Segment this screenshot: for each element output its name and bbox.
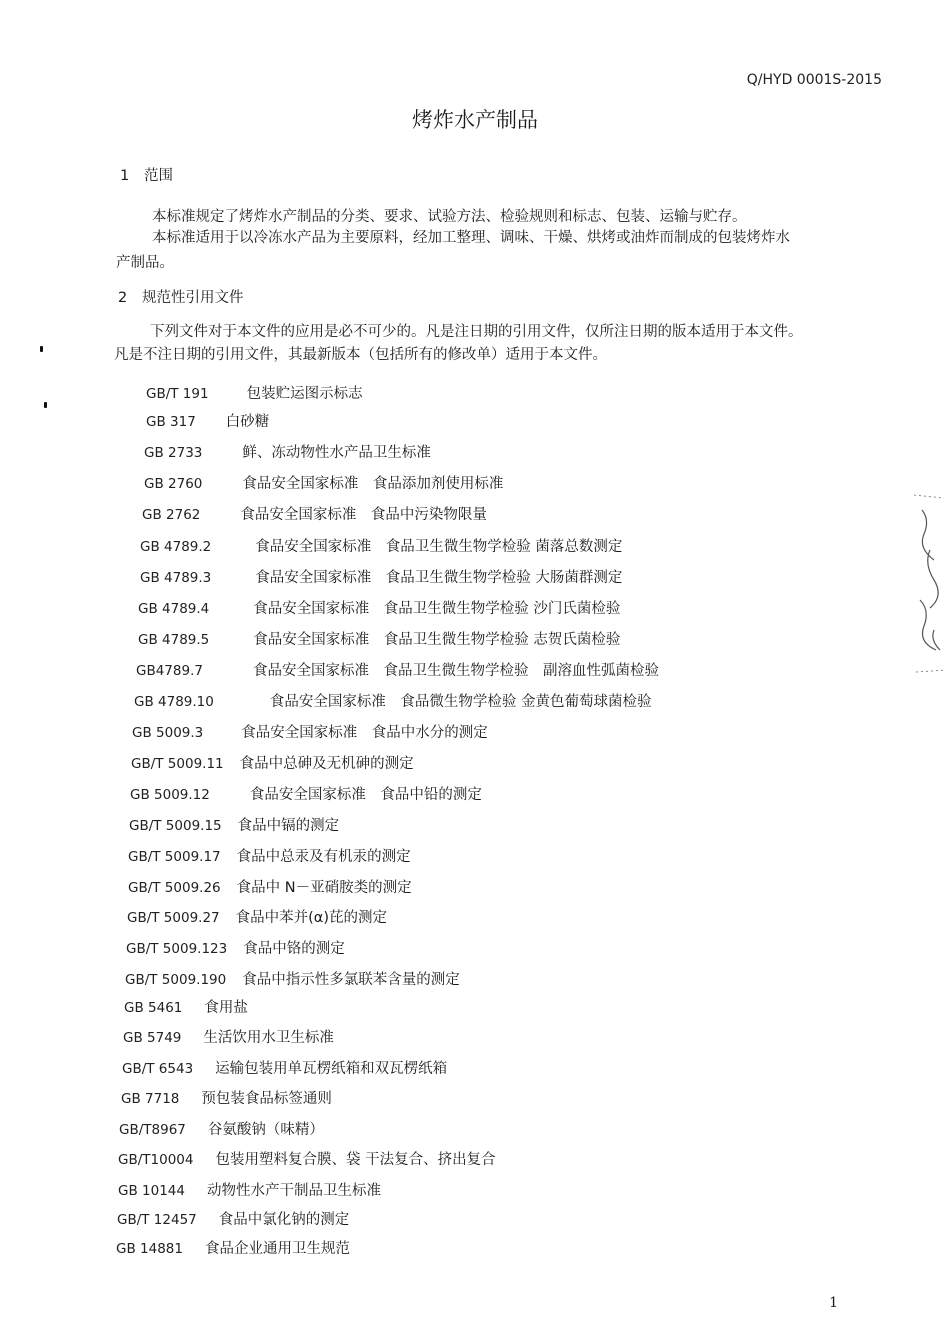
reference-item xyxy=(127,906,387,927)
references-intro-cont: 凡是不注日期的引用文件，其最新版本（包括所有的修改单）适用于本文件。 xyxy=(114,347,607,363)
reference-title: 食品企业通用卫生规范 xyxy=(204,1241,350,1257)
reference-code: GB 5749 xyxy=(123,1030,182,1046)
reference-item xyxy=(124,996,248,1017)
reference-item xyxy=(122,1057,447,1078)
reference-code: GB/T 5009.27 xyxy=(127,910,220,926)
reference-item xyxy=(130,783,482,804)
reference-code: GB/T 6543 xyxy=(122,1061,194,1077)
reference-code: GB/T 191 xyxy=(146,386,209,402)
reference-title: 食品中氯化钠的测定 xyxy=(218,1212,350,1228)
reference-item xyxy=(126,937,345,958)
scope-paragraph-2-cont: 产制品。 xyxy=(116,255,174,271)
reference-title: 食品安全国家标准 食品微生物学检验 金黄色葡萄球菌检验 xyxy=(269,694,652,710)
reference-code: GB 2733 xyxy=(144,445,203,461)
reference-title: 食品中 N－亚硝胺类的测定 xyxy=(236,880,412,896)
reference-item xyxy=(128,876,412,897)
reference-code: GB 4789.5 xyxy=(138,632,210,648)
reference-title: 食用盐 xyxy=(204,1000,248,1016)
scope-paragraph-2: 本标准适用于以冷冻水产品为主要原料，经加工整理、调味、干燥、烘烤或油炸而制成的包装烤炸水 xyxy=(152,230,790,246)
reference-title: 运输包装用单瓦楞纸箱和双瓦楞纸箱 xyxy=(215,1061,448,1077)
reference-code: GB 4789.3 xyxy=(140,570,212,586)
reference-item xyxy=(129,814,339,835)
reference-title: 包装贮运图示标志 xyxy=(246,386,363,402)
section-title: 范围 xyxy=(144,168,173,184)
reference-title: 食品安全国家标准 食品卫生微生物学检验 志贺氏菌检验 xyxy=(253,632,621,648)
reference-code: GB/T8967 xyxy=(119,1122,186,1138)
reference-title: 白砂糖 xyxy=(225,414,270,430)
scan-mark xyxy=(44,402,47,408)
reference-code: GB 4789.4 xyxy=(138,601,210,617)
reference-code: GB/T 5009.17 xyxy=(128,849,221,865)
page-number: 1 xyxy=(829,1295,838,1311)
reference-title: 食品安全国家标准 食品卫生微生物学检验 大肠菌群测定 xyxy=(255,570,623,586)
reference-item xyxy=(119,1118,324,1139)
reference-code: GB/T 12457 xyxy=(117,1212,197,1228)
reference-title: 食品安全国家标准 食品卫生微生物学检验 副溶血性弧菌检验 xyxy=(252,663,659,679)
section-number: 2 xyxy=(118,290,128,306)
reference-title: 食品安全国家标准 食品中水分的测定 xyxy=(241,725,488,741)
reference-code: GB 2760 xyxy=(144,476,203,492)
reference-item xyxy=(118,1179,381,1200)
reference-item xyxy=(132,721,488,742)
reference-item xyxy=(138,597,620,618)
scan-edge-artifact xyxy=(912,490,950,680)
reference-code: GB/T 5009.190 xyxy=(125,972,227,988)
reference-title: 食品中镉的测定 xyxy=(237,818,340,834)
reference-item xyxy=(117,1208,349,1229)
reference-title: 食品安全国家标准 食品卫生微生物学检验 沙门氏菌检验 xyxy=(253,601,621,617)
reference-item xyxy=(146,382,363,403)
section-title: 规范性引用文件 xyxy=(142,290,244,306)
reference-code: GB 317 xyxy=(146,414,196,430)
reference-item xyxy=(146,410,269,431)
references-intro: 下列文件对于本文件的应用是必不可少的。凡是注日期的引用文件，仅所注日期的版本适用于本文件。 xyxy=(150,324,803,340)
reference-item xyxy=(123,1026,334,1047)
reference-title: 谷氨酸钠（味精） xyxy=(207,1122,324,1138)
reference-title: 包装用塑料复合膜、袋 干法复合、挤出复合 xyxy=(215,1152,496,1168)
reference-item xyxy=(140,566,622,587)
reference-title: 食品中总汞及有机汞的测定 xyxy=(236,849,411,865)
reference-code: GB 5009.3 xyxy=(132,725,204,741)
reference-item xyxy=(125,968,460,989)
reference-item xyxy=(138,628,620,649)
reference-title: 动物性水产干制品卫生标准 xyxy=(206,1183,381,1199)
reference-code: GB/T 5009.26 xyxy=(128,880,221,896)
reference-item xyxy=(118,1148,496,1169)
section-number: 1 xyxy=(120,168,130,184)
reference-code: GB 14881 xyxy=(116,1241,183,1257)
reference-title: 食品中苯并(α)芘的测定 xyxy=(235,910,388,926)
standard-code: Q/HYD 0001S-2015 xyxy=(746,72,882,88)
reference-code: GB 4789.10 xyxy=(134,694,214,710)
reference-title: 食品中铬的测定 xyxy=(243,941,345,957)
scope-paragraph-1: 本标准规定了烤炸水产制品的分类、要求、试验方法、检验规则和标志、包装、运输与贮存。 xyxy=(152,209,747,225)
reference-item xyxy=(144,441,431,462)
document-title: 烤炸水产制品 xyxy=(412,108,538,132)
reference-code: GB 2762 xyxy=(142,507,201,523)
reference-code: GB 5009.12 xyxy=(130,787,210,803)
reference-title: 食品中总砷及无机砷的测定 xyxy=(239,756,414,772)
reference-code: GB 4789.2 xyxy=(140,539,212,555)
reference-code: GB/T 5009.123 xyxy=(126,941,228,957)
reference-title: 食品安全国家标准 食品添加剂使用标准 xyxy=(242,476,504,492)
reference-code: GB 10144 xyxy=(118,1183,185,1199)
reference-code: GB 5461 xyxy=(124,1000,183,1016)
reference-title: 食品安全国家标准 食品中铅的测定 xyxy=(249,787,482,803)
reference-item xyxy=(121,1087,332,1108)
reference-item xyxy=(142,503,487,524)
reference-title: 鲜、冻动物性水产品卫生标准 xyxy=(242,445,431,461)
reference-item xyxy=(116,1237,350,1258)
reference-item xyxy=(128,845,411,866)
reference-item xyxy=(140,535,622,556)
reference-title: 生活饮用水卫生标准 xyxy=(203,1030,334,1046)
reference-code: GB/T10004 xyxy=(118,1152,194,1168)
reference-item xyxy=(134,690,651,711)
reference-item xyxy=(136,659,659,680)
section-1-heading xyxy=(120,164,173,185)
scan-mark xyxy=(40,346,43,352)
reference-item xyxy=(131,752,414,773)
reference-code: GB 7718 xyxy=(121,1091,180,1107)
reference-code: GB/T 5009.11 xyxy=(131,756,224,772)
reference-title: 食品安全国家标准 食品中污染物限量 xyxy=(240,507,487,523)
reference-title: 食品中指示性多氯联苯含量的测定 xyxy=(242,972,460,988)
reference-item xyxy=(144,472,503,493)
reference-code: GB4789.7 xyxy=(136,663,203,679)
reference-code: GB/T 5009.15 xyxy=(129,818,222,834)
reference-title: 预包装食品标签通则 xyxy=(201,1091,332,1107)
section-2-heading xyxy=(118,286,244,307)
reference-title: 食品安全国家标准 食品卫生微生物学检验 菌落总数测定 xyxy=(255,539,623,555)
